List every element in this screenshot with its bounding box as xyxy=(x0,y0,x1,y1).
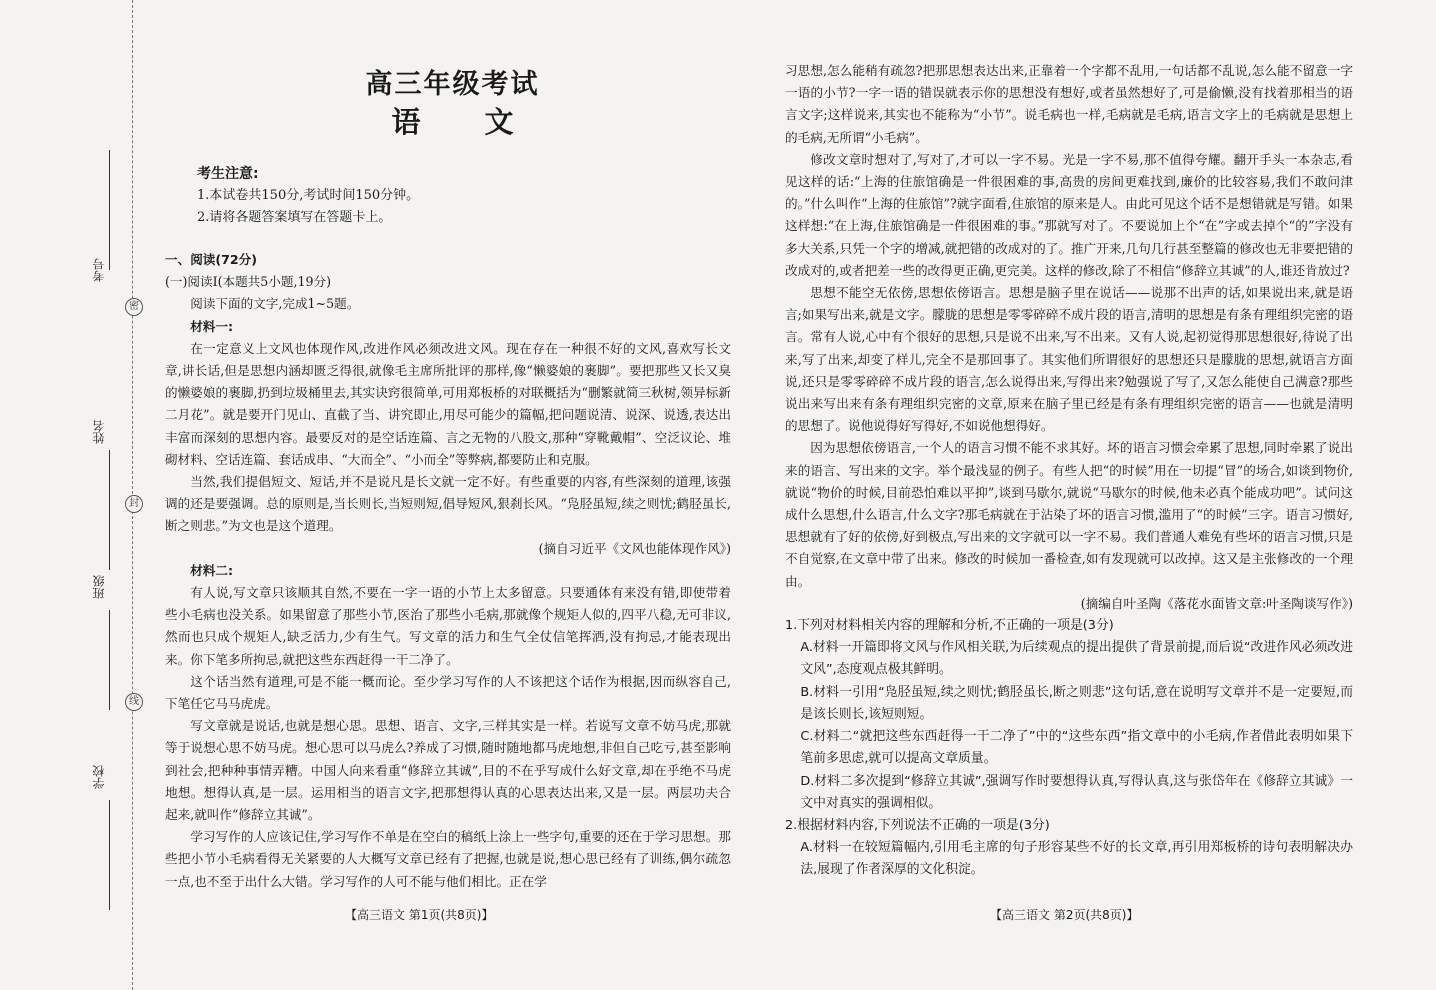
exam-notice xyxy=(197,163,419,229)
binding-mark-mi: 密 xyxy=(125,298,143,316)
paragraph: 有人说,写文章只该顺其自然,不要在一字一语的小节上太多留意。只要通体有来没有错,即使带着些小毛病也没关系。如果留意了那些小节,医治了那些小毛病,那就像个规矩人似的,四平八稳,无可非议,然而也只成个规矩人,缺乏活力,少有生气。写文章的活力和生气全仗信笔挥洒,没有拘忌,才能表现出来。你下笔多所拘忌,就把这些东西赶得一干二净了。 xyxy=(165,585,731,667)
subject-char-2: 文 xyxy=(484,105,514,139)
binding-mark-feng: 封 xyxy=(125,495,143,513)
binding-mark-xian: 线 xyxy=(125,693,143,711)
subsection-heading: (一)阅读Ⅰ(本题共5小题,19分) xyxy=(165,274,332,290)
paragraph: 思想不能空无依傍,思想依傍语言。思想是脑子里在说话——说那不出声的话,如果说出来,就是语言;如果写出来,就是文字。朦胧的思想是零零碎碎不成片段的语言,清明的思想是有条有理组织完密的语言。常有人说,心中有个很好的思想,只是说不出来,写不出来。又有人说,起初觉得那思想很好,待说了出来,写了出来,却变了样儿,完全不是那回事了。其实他们所谓很好的思想还只是朦胧的思想,就语言方面说,还只是零零碎碎不成片段的语言,怎么说得出来,写得出来?勉强说了写了,又怎么能使自己满意?那些说出来写出来有条有理组织完密的文章,原来在脑子里已经是有条有理组织完密的语言——也就是清明的思想了。说他说得好写得好,不如说他想得好。 xyxy=(785,285,1353,434)
subject-title xyxy=(165,100,740,141)
class-line xyxy=(109,610,110,710)
material2-source: (摘编自叶圣陶《落花水面皆文章:叶圣陶谈写作》) xyxy=(1080,595,1353,611)
subject-char-1: 语 xyxy=(391,105,421,139)
name-field xyxy=(90,420,110,444)
question-option: A.材料一在较短篇幅内,引用毛主席的句子形容某些不好的长文章,再引用郑板桥的诗句表明解决办法,展现了作者深厚的文化积淀。 xyxy=(800,840,1353,878)
question-option: C.材料二“就把这些东西赶得一干二净了”中的“这些东西”指文章中的小毛病,作者借此表明如果下笔前多思虑,就可以提高文章质量。 xyxy=(800,729,1353,767)
paragraph: 因为思想依傍语言,一个人的语言习惯不能不求其好。坏的语言习惯会牵累了思想,同时牵累了说出来的语言、写出来的文字。举个最浅显的例子。有些人把“的时候”用在一切提“冒”的场合,如谈到物价,就说“物价的时候,目前恐怕难以平抑”,谈到马歇尔,就说“马歇尔的时候,他未必真个能成功吧”。试问这成什么思想,什么语言,什么文字?那毛病就在于沾染了坏的语言习惯,滥用了“的时候”三字。语言习惯好,思想就有了好的依傍,好到极点,写出来的文字就可以一字不易。我们普通人难免有些坏的语言习惯,只是不自觉察,在文章中带了出来。修改的时候加一番检查,如有发现就可以改掉。这又是主张修改的一个理由。 xyxy=(785,440,1353,589)
question-block xyxy=(785,615,1353,881)
question-option: D.材料二多次提到“修辞立其诚”,强调写作时要想得认真,写得认真,这与张岱年在《修辞立其诚》一文中对真实的强调相似。 xyxy=(800,773,1353,811)
class-field xyxy=(90,575,110,599)
school-label: 学校 xyxy=(92,765,106,789)
name-line xyxy=(109,450,110,570)
notice-heading: 考生注意: xyxy=(197,166,259,182)
paragraph: 习思想,怎么能稍有疏忽?把那思想表达出来,正靠着一个字都不乱用,一句话都不乱说,怎么能不留意一字一语的小节?一字一语的错误就表示你的思想没有想好,或者虽然想好了,可是偷懒,没有找着那相当的语言文字;这样说来,其实也不能称为“小节”。说毛病也一样,毛病就是毛病,语言文字上的毛病就是思想上的毛病,无所谓“小毛病”。 xyxy=(785,63,1353,145)
paragraph: 在一定意义上文风也体现作风,改进作风必须改进文风。现在存在一种很不好的文风,喜欢写长文章,讲长话,但是思想内涵却匮乏得很,就像毛主席所批评的那样,像“懒婆娘的裹脚”。要把那些又长又臭的懒婆娘的裹脚,扔到垃圾桶里去,其实诀窍很简单,可用郑板桥的对联概括为“删繁就简三秋树,领异标新二月花”。就是要开门见山、直截了当、讲究即止,用尽可能少的篇幅,把问题说清、说深、说透,表达出丰富而深刻的思想内容。最要反对的是空话连篇、言之无物的八股文,那种“穿靴戴帽”、空泛议论、堆砌材料、空话连篇、套话成串、“大而全”、“小而全”等弊病,都要防止和克服。 xyxy=(165,340,731,467)
question-stem: 2.根据材料内容,下列说法不正确的一项是(3分) xyxy=(785,817,1050,833)
material2-label: 材料二: xyxy=(190,562,234,578)
material1-source: (摘自习近平《文风也能体现作风》) xyxy=(538,540,731,556)
question-option: A.材料一开篇即将文风与作风相关联,为后续观点的提出提供了背景前提,而后说“改进作风必须改进文风”,态度观点极其鲜明。 xyxy=(800,640,1353,678)
exam-number-label: 考号 xyxy=(92,258,106,282)
notice-item: 2.请将各题答案填写在答题卡上。 xyxy=(197,210,392,225)
school-line xyxy=(109,800,110,910)
paragraph: 当然,我们提倡短文、短话,并不是说凡是长文就一定不好。有些重要的内容,有些深刻的道理,该强调的还是要强调。总的原则是,当长则长,当短则短,倡导短风,狠刹长风。“凫胫虽短,续之则忧;鹤胫虽长,断之则悲。”为文也是这个道理。 xyxy=(165,474,731,534)
exam-number-line xyxy=(109,150,110,270)
question-option: B.材料一引用“凫胫虽短,续之则忧;鹤胫虽长,断之则悲”这句话,意在说明写文章并不是一定要短,而是该长则长,该短则短。 xyxy=(800,684,1353,722)
right-page xyxy=(785,0,1355,990)
paragraph: 这个话当然有道理,可是不能一概而论。至少学习写作的人不该把这个话作为根据,因而纵容自己,下笔任它马马虎虎。 xyxy=(165,673,731,712)
question-stem: 1.下列对材料相关内容的理解和分析,不正确的一项是(3分) xyxy=(785,618,1114,634)
right-body xyxy=(785,60,1353,882)
class-label: 班级 xyxy=(92,575,106,599)
exam-title: 高三年级考试 xyxy=(365,69,540,100)
page-footer: 【高三语文 第1页(共8页)】 xyxy=(345,908,494,922)
binding-margin xyxy=(0,0,160,990)
left-body xyxy=(165,249,731,893)
left-page xyxy=(165,0,740,990)
paragraph: 写文章就是说话,也就是想心思。思想、语言、文字,三样其实是一样。若说写文章不妨马虎,那就等于说想心思不妨马虎。想心思可以马虎么?养成了习惯,随时随地都马虎地想,非但自己吃亏,甚至影响到社会,把种种事情弄糟。中国人向来看重“修辞立其诚”,目的不在乎写成什么好文章,却在乎绝不马虎地想。想得认真,是一层。运用相当的语言文字,把那想得认真的心思表达出来,又是一层。两层功夫合起来,就叫作“修辞立其诚”。 xyxy=(165,718,731,823)
page-footer: 【高三语文 第2页(共8页)】 xyxy=(990,908,1139,922)
material1-label: 材料一: xyxy=(190,318,234,334)
paragraph: 学习写作的人应该记住,学习写作不单是在空白的稿纸上涂上一些字句,重要的还在于学习思想。那些把小节小毛病看得无关紧要的人大概写文章已经有了把握,也就是说,想心思已经有了训练,偶尔疏忽一点,也不至于出什么大错。学习写作的人可不能与他们相比。正在学 xyxy=(165,829,731,889)
notice-item: 1.本试卷共150分,考试时间150分钟。 xyxy=(197,188,420,203)
exam-number-field xyxy=(90,258,110,282)
name-label: 姓名 xyxy=(92,420,106,444)
section-heading: 一、阅读(72分) xyxy=(165,252,258,267)
reading-instruction: 阅读下面的文字,完成1~5题。 xyxy=(190,296,360,312)
paragraph: 修改文章时想对了,写对了,才可以一字不易。光是一字不易,那不值得夸耀。翻开手头一本杂志,看见这样的话:“上海的住旅馆确是一件很困难的事,高贵的房间更难找到,廉价的比较容易,我们不敢问津的。”什么叫作“上海的住旅馆”?就字面看,住旅馆的原来是人。由此可见这个话不是想错就是写错。如果这样想:“在上海,住旅馆确是一件很困难的事。”那就写对了。不要说加上个“在”字或去掉个“的”字没有多大关系,只凭一个字的增减,就把错的改成对的了。推广开来,几句几行甚至整篇的修改也无非要把错的改成对的,或者把差一些的改得更正确,更完美。这样的修改,除了不相信“修辞立其诚”的人,谁还肯放过? xyxy=(785,151,1353,278)
school-field xyxy=(90,765,110,789)
